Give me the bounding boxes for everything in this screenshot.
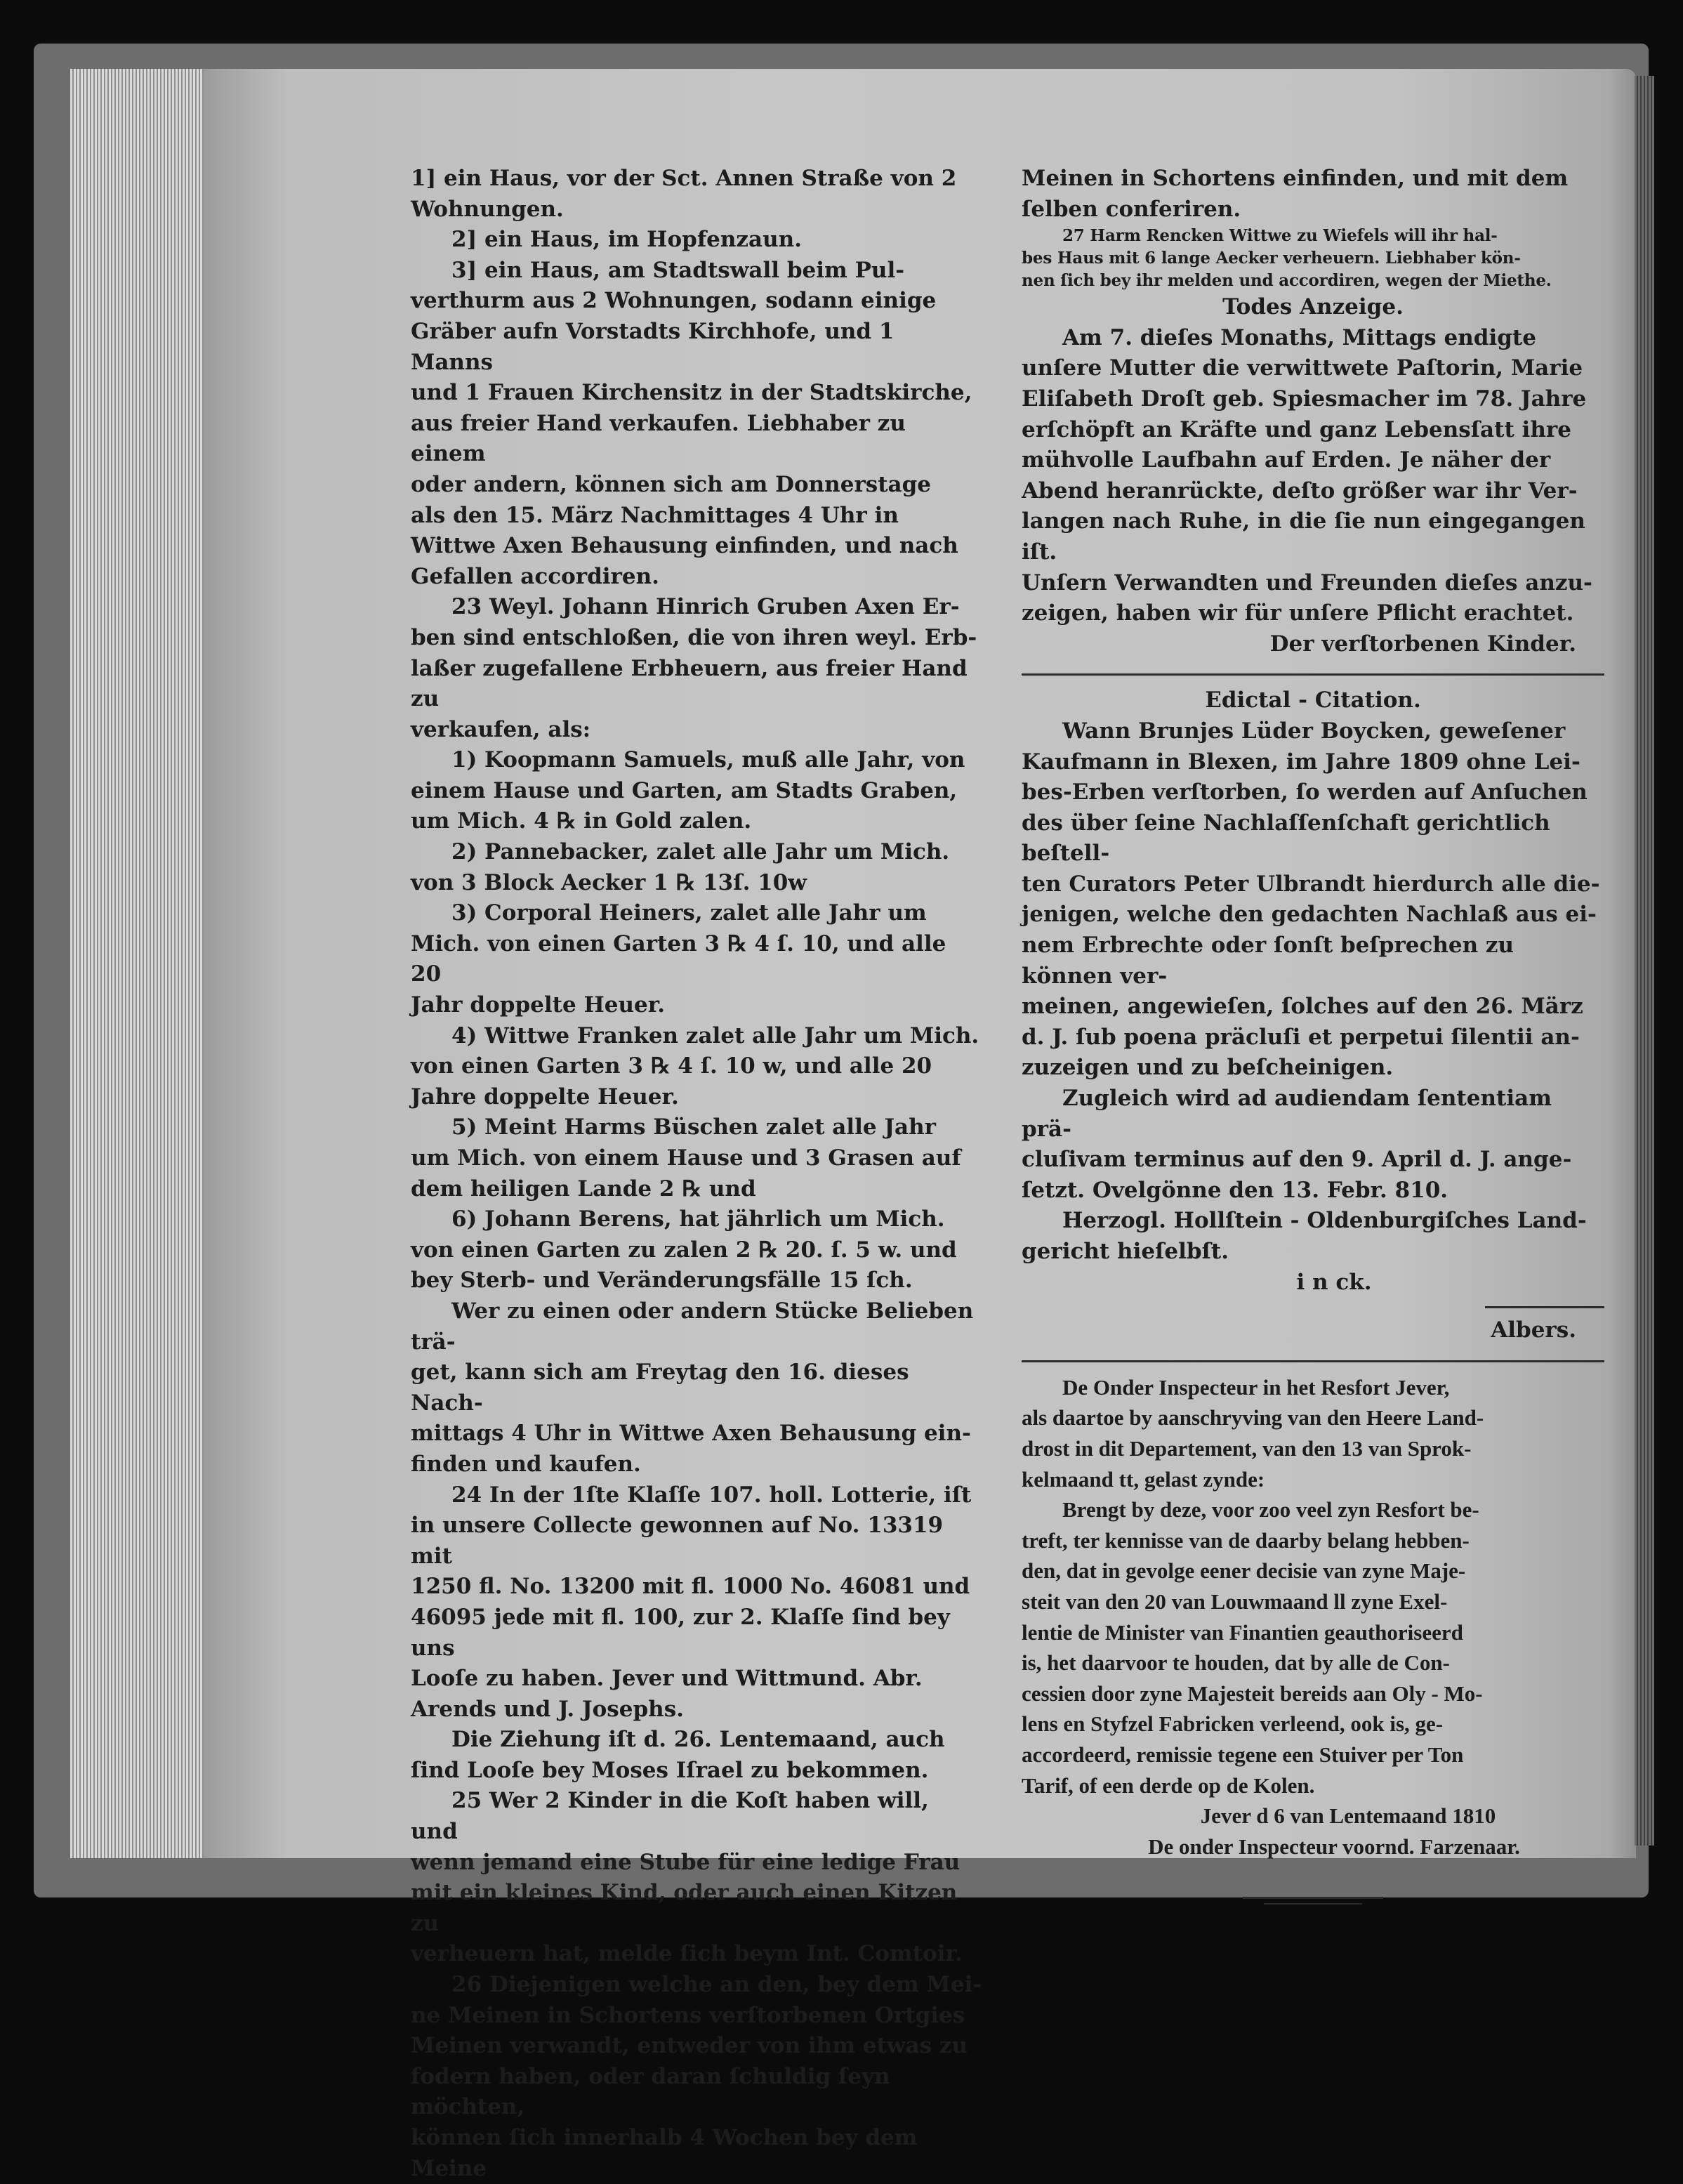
l-item-23-2	[411, 837, 983, 898]
text-line: ne Meinen in Schortens verſtorbenen Ortgies	[411, 2002, 965, 2028]
text-line: Abend heranrückte, deſto größer war ihr Ver-	[1022, 478, 1578, 504]
bottom-rule	[1243, 1897, 1383, 1899]
text-line: Zugleich wird ad audiendam ſententiam prä-	[1022, 1086, 1552, 1142]
text-line: 5) Meint Harms Büschen zalet alle Jahr	[451, 1114, 936, 1140]
text-line: unſere Mutter die verwittwete Paſtorin, Marie	[1022, 355, 1583, 381]
text-line: und 1 Frauen Kirchensitz in der Stadtskirche,	[411, 380, 972, 406]
edictal-citation-2	[1022, 1084, 1604, 1206]
l-item-25	[411, 1786, 983, 1970]
l-item-23	[411, 592, 983, 745]
text-line: Eliſabeth Droſt geb. Spiesmacher im 78. Jahre	[1022, 386, 1587, 412]
text-line: cluſivam terminus auf den 9. April d. J. ange-	[1022, 1147, 1572, 1173]
text-line: verheuern hat, melde ſich beym Int. Comtoir.	[411, 1941, 963, 1967]
l-item-23-end	[411, 1296, 983, 1480]
page-edges	[70, 69, 211, 1858]
text-line: Gefallen accordiren.	[411, 563, 659, 589]
text-line: verthurm aus 2 Wohnungen, sodann einige	[411, 288, 937, 314]
l-item-23-6	[411, 1204, 983, 1296]
text-line: Kaufmann in Blexen, im Jahre 1809 ohne Lei-	[1022, 749, 1580, 775]
text-line: d. J. ſub poena präcluſi et perpetui ſilentii an-	[1022, 1024, 1580, 1050]
l-item-24	[411, 1480, 983, 1725]
text-line: um Mich. 4 ℞ in Gold zalen.	[411, 808, 752, 834]
text-line: Brengt by deze, voor zoo veel zyn Resfort be-	[1062, 1497, 1479, 1522]
text-line: Gräber aufn Vorstadts Kirchhofe, und 1 Manns	[411, 318, 895, 375]
text-line: 23 Weyl. Johann Hinrich Gruben Axen Er-	[451, 594, 960, 620]
edictal-signature-2: Albers.	[1491, 1317, 1576, 1343]
text-line: 24 In der 1ſte Klaſſe 107. holl. Lotterie, iſt	[451, 1482, 972, 1508]
text-line: ſind Looſe bey Moses Iſrael zu bekommen.	[411, 1757, 929, 1783]
text-line: Die Ziehung iſt d. 26. Lentemaand, auch	[451, 1727, 945, 1753]
edictal-title: Edictal - Citation.	[1205, 688, 1421, 713]
l-item-2	[411, 225, 983, 256]
text-line: den, dat in gevolge eener decisie van zyne Maje-	[1022, 1558, 1466, 1584]
text-line: aus freier Hand verkaufen. Liebhaber zu einem	[411, 410, 906, 467]
dutch-notice-date: Jever d 6 van Lentemaand 1810	[1200, 1803, 1496, 1829]
text-line: drost in dit Departement, van den 13 van Sprok-	[1022, 1435, 1472, 1461]
text-line: langen nach Ruhe, in die ſie nun eingegangen iſt.	[1022, 508, 1585, 565]
text-line: cessien door zyne Majesteit bereids aan Oly - Mo-	[1022, 1680, 1483, 1706]
text-line: des über ſeine Nachlaſſenſchaft gerichtlich beſtell-	[1022, 810, 1550, 867]
text-line: Herzogl. Hollſtein - Oldenburgiſches Land-	[1062, 1208, 1587, 1234]
text-line: 4) Wittwe Franken zalet alle Jahr um Mich.	[451, 1022, 979, 1048]
text-line: bes-Erben verſtorben, ſo werden auf Anſuchen	[1022, 779, 1588, 805]
text-line: 6) Johann Berens, hat jährlich um Mich.	[451, 1206, 945, 1232]
text-line: ſelben conferiren.	[1022, 196, 1241, 222]
text-line: erſchöpft an Kräfte und ganz Lebensſatt ihre	[1022, 416, 1571, 442]
text-line: um Mich. von einem Hause und 3 Grasen auf	[411, 1145, 961, 1171]
text-line: jenigen, welche den gedachten Nachlaß aus ei-	[1022, 902, 1597, 928]
text-line: 2] ein Haus, im Hopfenzaun.	[451, 227, 802, 253]
text-line: nem Erbrechte oder ſonſt beſprechen zu können ver-	[1022, 933, 1514, 989]
text-line: 1250 fl. No. 13200 mit fl. 1000 No. 46081 und	[411, 1574, 970, 1600]
text-line: Looſe zu haben. Jever und Wittmund. Abr.	[411, 1666, 923, 1692]
text-line: lentie de Minister van Finantien geauthoriseerd	[1022, 1619, 1463, 1645]
item-27	[1022, 225, 1604, 292]
text-line: mittags 4 Uhr in Wittwe Axen Behausung ein-	[411, 1421, 971, 1447]
text-line: fodern haben, oder daran ſchuldig ſeyn möchten,	[411, 2063, 890, 2120]
text-line: 25 Wer 2 Kinder in die Koſt haben will, und	[411, 1788, 929, 1845]
text-line: De Onder Inspecteur in het Resfort Jever,	[1062, 1374, 1450, 1400]
text-line: ben sind entschloßen, die von ihren weyl. Erb-	[411, 624, 977, 650]
text-line: von einen Garten 3 ℞ 4 ſ. 10 w, und alle 20	[411, 1053, 932, 1079]
text-line: 46095 jede mit fl. 100, zur 2. Klaſſe ſind bey uns	[411, 1604, 950, 1661]
text-line: Meinen verwandt, entweder von ihm etwas zu	[411, 2033, 968, 2059]
l-item-1	[411, 164, 983, 225]
text-line: von einen Garten zu zalen 2 ℞ 20. ſ. 5 w. und	[411, 1237, 957, 1263]
text-line: Meinen in Schortens einfinden, und mit dem	[1022, 166, 1569, 191]
edictal-signature-1: i n ck.	[1296, 1269, 1372, 1295]
text-line: bes Haus mit 6 lange Aecker verheuern. Liebhaber kön-	[1022, 249, 1521, 268]
dutch-notice-intro	[1022, 1372, 1604, 1494]
text-line: mit ein kleines Kind, oder auch einen Kitzen zu	[411, 1880, 958, 1936]
l-item-3	[411, 256, 983, 593]
text-line: dem heiligen Lande 2 ℞ und	[411, 1176, 756, 1202]
text-line: mühvolle Laufbahn auf Erden. Je näher der	[1022, 447, 1551, 473]
text-line: Jahr doppelte Heuer.	[411, 992, 666, 1018]
text-line: 1] ein Haus, vor der Sct. Annen Straße von 2	[411, 166, 957, 191]
dutch-notice-body	[1022, 1494, 1604, 1801]
l-item-23-4	[411, 1021, 983, 1113]
text-line: zuzeigen und zu beſcheinigen.	[1022, 1055, 1394, 1081]
text-line: laßer zugefallene Erbheuern, aus freier Hand zu	[411, 655, 968, 712]
l-item-23-3	[411, 898, 983, 1020]
text-line: 3] ein Haus, am Stadtswall beim Pul-	[451, 257, 905, 283]
text-line: Wann Brunjes Lüder Boycken, geweſener	[1062, 718, 1566, 744]
text-line: wenn jemand eine Stube für eine ledige Frau	[411, 1849, 961, 1875]
text-line: Am 7. dieſes Monaths, Mittags endigte	[1062, 324, 1536, 350]
separator-rule-2	[1022, 1360, 1604, 1362]
separator-rule	[1022, 673, 1604, 676]
text-line: accordeerd, remissie tegene een Stuiver per Ton	[1022, 1742, 1464, 1767]
edictal-citation-3	[1022, 1206, 1604, 1267]
text-line: als den 15. März Nachmittages 4 Uhr in	[411, 502, 899, 528]
edictal-citation	[1022, 716, 1604, 1084]
text-line: von 3 Block Aecker 1 ℞ 13ſ. 10w	[411, 869, 807, 895]
text-line: Jahre doppelte Heuer.	[411, 1084, 679, 1110]
death-notice-title: Todes Anzeige.	[1222, 294, 1404, 320]
text-line: finden und kaufen.	[411, 1451, 641, 1477]
text-line: treft, ter kennisse van de daarby belang hebben-	[1022, 1527, 1470, 1553]
item-26-continuation	[1022, 164, 1604, 225]
l-item-26	[411, 1970, 983, 2184]
text-line: oder andern, können sich am Donnerstage	[411, 471, 932, 497]
text-line: 27 Harm Rencken Wittwe zu Wiefels will ihr hal-	[1062, 226, 1498, 246]
text-line: Wer zu einen oder andern Stücke Belieben trä-	[411, 1298, 974, 1355]
right-page-edge	[1635, 76, 1654, 1846]
text-line: Wohnungen.	[411, 196, 564, 222]
text-line: Unſern Verwandten und Freunden dieſes anzu-	[1022, 570, 1592, 596]
text-line: als daartoe by aanschryving van den Heere Land-	[1022, 1405, 1484, 1430]
text-line: Mich. von einen Garten 3 ℞ 4 ſ. 10, und alle 20	[411, 930, 946, 987]
text-line: is, het daarvoor te houden, dat by alle de Con-	[1022, 1650, 1450, 1676]
text-line: 1) Koopmann Samuels, muß alle Jahr, von	[451, 747, 965, 773]
text-line: bey Sterb- und Veränderungsfälle 15 ſch.	[411, 1268, 913, 1294]
text-line: 26 Diejenigen welche an den, bey dem Mei-	[451, 1972, 982, 1998]
dutch-notice-signature: De onder Inspecteur voornd. Farzenaar.	[1148, 1834, 1520, 1859]
l-item-24b	[411, 1725, 983, 1786]
text-line: ten Curators Peter Ulbrandt hierdurch alle die-	[1022, 871, 1600, 897]
text-line: ſetzt. Ovelgönne den 13. Febr. 810.	[1022, 1177, 1448, 1203]
text-line: meinen, angewieſen, ſolches auf den 26. März	[1022, 994, 1583, 1020]
left-column	[411, 164, 983, 2184]
text-line: können ſich innerhalb 4 Wochen bey dem Meine	[411, 2125, 918, 2181]
text-line: kelmaand tt, gelast zynde:	[1022, 1466, 1265, 1492]
text-line: Wittwe Axen Behausung einfinden, und nach	[411, 533, 958, 559]
text-line: einem Hause und Garten, am Stadts Graben,	[411, 777, 958, 803]
text-line: zeigen, haben wir für unſere Pflicht erachtet.	[1022, 600, 1574, 626]
right-column	[1022, 164, 1604, 1899]
death-notice	[1022, 323, 1604, 629]
text-line: in unsere Collecte gewonnen auf No. 13319 mit	[411, 1513, 944, 1569]
text-line: 3) Corporal Heiners, zalet alle Jahr um	[451, 900, 927, 926]
l-item-23-1	[411, 745, 983, 837]
death-notice-signature: Der verſtorbenen Kinder.	[1269, 631, 1576, 657]
text-line: verkaufen, als:	[411, 716, 591, 742]
text-line: Arends und J. Josephs.	[411, 1696, 684, 1722]
l-item-23-5	[411, 1112, 983, 1204]
text-line: 2) Pannebacker, zalet alle Jahr um Mich.	[451, 839, 950, 865]
text-line: steit van den 20 van Louwmaand ll zyne Exel-	[1022, 1588, 1448, 1614]
text-line: lens en Styfzel Fabricken verleend, ook is, ge-	[1022, 1711, 1444, 1737]
text-line: get, kann sich am Freytag den 16. dieses Nach-	[411, 1360, 909, 1416]
signature-rule	[1485, 1306, 1604, 1308]
text-line: Tarif, of een derde op de Kolen.	[1022, 1772, 1315, 1798]
text-line: gericht hieſelbſt.	[1022, 1239, 1229, 1264]
text-line: nen ſich bey ihr melden und accordiren, wegen der Miethe.	[1022, 271, 1552, 291]
